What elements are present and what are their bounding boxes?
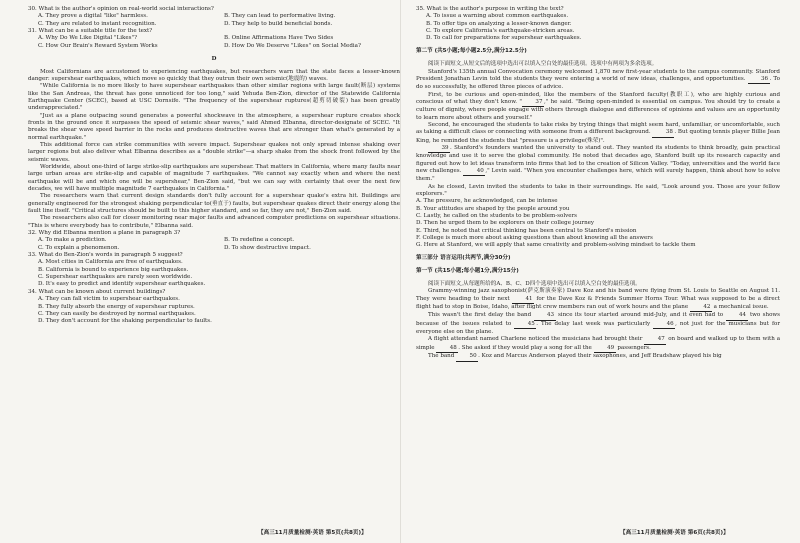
question-32-options bbox=[28, 237, 400, 252]
left-column bbox=[28, 6, 400, 326]
section-1-title: 第一节 (共15小题;每小题1分,满分15分) bbox=[416, 268, 519, 275]
paragraph: The researchers warn that current design standards don't fully account for a supershear quake's extra hit. Buildings are generally engineered for the strongest shaking perpendicular to(垂直于) faults, but supershear quakes direct their energy along the fault line itself. "Critical structures should be built to this higher standard, and so far, they are not," Ben-Zion said. bbox=[28, 193, 400, 215]
blank-45: 45 bbox=[514, 321, 536, 329]
cloze-paragraph bbox=[416, 122, 780, 145]
cloze-option: C. Lastly, he called on the students to be problem-solvers bbox=[416, 213, 578, 220]
text: a mechanical issue. bbox=[713, 304, 769, 311]
blank-37: 37 bbox=[522, 99, 544, 107]
blank-36: 36 bbox=[748, 76, 770, 84]
question-34: 34. What can be known about current buildings? bbox=[28, 288, 166, 295]
text: The band bbox=[428, 353, 455, 360]
option: D. To call for preparations for supershear earthquakes. bbox=[426, 35, 582, 42]
cloze-paragraph bbox=[416, 145, 780, 184]
blank-44: 44 bbox=[726, 312, 748, 320]
cloze-paragraph bbox=[416, 92, 780, 122]
text: for the Dave Koz & Friends Summer Horns Tour. What was supposed to be a direct flight had to stop in Boise, Idaho, after flight crew members ran out of work hours and the plane bbox=[416, 295, 781, 311]
blank-39: 39 bbox=[428, 145, 450, 153]
blank-43: 43 bbox=[534, 312, 556, 320]
blank-40: 40 bbox=[463, 168, 485, 176]
option: A. To issue a warning about common earthquakes. bbox=[426, 13, 569, 20]
text: This wasn't the first delay the band bbox=[428, 312, 532, 319]
story-paragraph bbox=[416, 288, 780, 312]
text: . She asked if they would play a song for all the bbox=[458, 344, 592, 351]
section-2-title: 第二节 (共5小题;每小题2.5分,满分12.5分) bbox=[416, 48, 527, 55]
story-paragraph bbox=[416, 353, 780, 361]
option: C. Supershear earthquakes are rarely seen worldwide. bbox=[38, 274, 193, 281]
text: . Koz and Marcus Anderson played their saxophones, and Jeff Bradshaw played his big bbox=[478, 353, 722, 360]
text: . But quoting tennis player Billie Jean King, he reminded the students that "pressure is a privilege(殊荣)". bbox=[416, 129, 780, 144]
cloze-option: B. Your attitudes are shaped by the people around you bbox=[416, 205, 570, 212]
blank-38: 38 bbox=[652, 129, 674, 137]
text: passengers. bbox=[617, 344, 651, 351]
passage-label: D bbox=[211, 55, 217, 62]
column-divider bbox=[400, 0, 401, 543]
text: . The delay last week was particularly bbox=[536, 320, 651, 327]
option: A. They prove a digital "like" harmless. bbox=[38, 13, 148, 20]
option: C. To explain a phenomenon. bbox=[38, 244, 120, 251]
option: D. It's easy to predict and identify supershear earthquakes. bbox=[38, 281, 206, 288]
question-32: 32. Why did Elbanna mention a plane in paragraph 3? bbox=[28, 230, 181, 237]
question-33: 33. What do Ben-Zion's words in paragraph 5 suggest? bbox=[28, 252, 183, 259]
section-2-instructions: 阅读下面短文,从短文后的选项中选出可以填入空白处的最佳选项。选项中有两项为多余选项。 bbox=[428, 61, 658, 68]
right-column bbox=[416, 6, 780, 362]
text: since its tour started around mid-July, and it even had to bbox=[557, 312, 724, 319]
section-1-instructions: 阅读下面短文,从每题所给的A、B、C、D四个选项中选出可以填入空白处的最佳选项。 bbox=[428, 281, 641, 288]
question-30-options bbox=[28, 13, 400, 28]
cloze-option: F. College is much more about asking questions than about knowing all the answers bbox=[416, 235, 653, 242]
cloze-paragraph: As he closed, Levin invited the students to take in their surroundings. He said, "Look around you. Those are your fellow explorers." bbox=[416, 183, 780, 197]
cloze-option: A. The pressure, he acknowledged, can be intense bbox=[416, 198, 558, 205]
blank-41: 41 bbox=[512, 296, 534, 304]
text: Stanford's 135th annual Convocation ceremony welcomed 1,870 new first-year students to the campus community. Stanford President Jonathan Levin told the students they were entering a world of new ideas, challenges, and opportunities. bbox=[416, 68, 780, 82]
text: two shows because of the issues related to bbox=[416, 312, 781, 327]
option: C. They can easily be destroyed by normal earthquakes. bbox=[38, 310, 196, 317]
paragraph: The researchers also call for closer monitoring near major faults and advanced computer predictions on supershear situations. "This is where everybody has to contribute," Elbanna said. bbox=[28, 215, 400, 229]
text: Second, he encouraged the students to take risks by trying things that might seem hard, unfamiliar, or uncomfortable, such as taking a difficult class or connecting with someone from a different background. bbox=[416, 121, 780, 136]
option: B. Online Affirmations Have Two Sides bbox=[224, 35, 334, 42]
cloze-option: D. Then he urged them to be explorers on their college journey bbox=[416, 220, 595, 227]
option: C. They are related to instant recognition. bbox=[38, 20, 157, 27]
option: D. To show destructive impact. bbox=[224, 244, 311, 251]
paragraph: "While California is no more likely to have supershear earthquakes than other similar regions with large fault(断层) systems like the San Andreas, the threat has gone unnoticed for too long," said Yehuda Ben-Zion, director of the Statewide California Earthquake Center (SCEC), based at USC Dornsife. "The frequency of the supershear ruptures(超剪切破裂) has been greatly underappreciated." bbox=[28, 83, 400, 112]
option: B. California is bound to experience big earthquakes. bbox=[38, 266, 189, 273]
option: C. How Our Brain's Reward System Works bbox=[38, 42, 158, 49]
paragraph: Most Californians are accustomed to experiencing earthquakes, but researchers warn that the state faces a lesser-known danger: supershear earthquakes, which move so quickly that they outrun their own seismic(地震的) waves. bbox=[28, 68, 400, 82]
text: Grammy-winning jazz saxophonist(萨克斯演奏家) Dave Koz and his band were flying from St. Louis to Seattle on August 11. They were heading to their next bbox=[416, 288, 780, 302]
option: B. They can lead to performative living. bbox=[224, 13, 336, 20]
question-31-options bbox=[28, 35, 400, 50]
cloze-option: G. Here at Stanford, we will apply that same creativity and problem-solving mindset to tackle them bbox=[416, 242, 696, 249]
paragraph: Worldwide, about one-third of large strike-slip earthquakes are supershear. That matters in California, where many faults near large urban areas are strike-slip and capable of magnitude 7 earthquakes. "We cannot say exactly when and where the next earthquake will be and which one will be supershear," Ben-Zion said, "but we can say with certainty that over the next few decades, we will have multiple magnitude 7 earthquakes in California." bbox=[28, 163, 400, 192]
option: D. They help to build beneficial bonds. bbox=[224, 20, 333, 27]
blank-46: 46 bbox=[653, 321, 675, 329]
blank-50: 50 bbox=[456, 353, 478, 361]
option: A. Most cities in California are free of earthquakes. bbox=[38, 259, 183, 266]
option: A. Why Do We Like Digital "Likes"? bbox=[38, 35, 138, 42]
option: A. They can fall victim to supershear earthquakes. bbox=[38, 296, 180, 303]
paragraph: "Just as a plane outpacing sound generates a powerful shockwave in the atmosphere, a supershear rupture creates shock fronts in the ground once it surpasses the speed of seismic shear waves," said Ahmed Elbanna, director-designate of SCEC. "It breaks the shear wave speed barrier in the rocks and produces destructive waves that are stronger than what's generated by a normal earthquake." bbox=[28, 112, 400, 141]
text: . Stanford's founders wanted the university to stand out. They wanted its students to think broadly, gain practical knowledge and use it to serve the global community. He noted that decades ago, Stanford built up its research capacity and figured out how to let ideas transform into firms that led to the creation of Silicon Valley. "Today, universities and the world face new challenges. bbox=[416, 144, 780, 174]
text: on board and walked up to them with a simple bbox=[416, 336, 780, 351]
blank-47: 47 bbox=[644, 336, 666, 344]
page-footer-right: 【高三11月质量检测·英语 第6页(共8页)】 bbox=[620, 530, 729, 536]
option: B. To redefine a concept. bbox=[224, 237, 295, 244]
paragraph: This additional force can strike communities with severe impact. Supershear quakes not only spread intense shaking over larger regions but also deliver what Elbanna describes as a "double strike"—a sharp shake from the shock front followed by the seismic waves. bbox=[28, 141, 400, 163]
blank-49: 49 bbox=[594, 345, 616, 353]
option: D. They don't account for the shaking perpendicular to faults. bbox=[38, 318, 212, 325]
cloze-option: E. Third, he noted that critical thinking has been central to Stanford's mission bbox=[416, 227, 637, 234]
option: B. To offer tips on analyzing a lesser-known danger. bbox=[426, 20, 572, 27]
text: To do so successfully, he offered three pieces of advice. bbox=[416, 75, 780, 91]
question-31: 31. What can be a suitable title for the text? bbox=[28, 28, 153, 35]
text: , not just for the musicians but for everyone else on the plane. bbox=[416, 320, 780, 336]
option: D. How Do We Deserve "Likes" on Social Media? bbox=[224, 42, 361, 49]
text: First, to be curious and open-minded, like the members of the Stanford faculty(教职工), who are highly curious and conscious of what they don't know. " bbox=[416, 91, 780, 105]
option: B. They fully absorb the energy of supershear ruptures. bbox=[38, 303, 195, 310]
text: ," he said. "Being open-minded is essential on campus. You should try to create a culture of dignity, where people engage with others through dialogue and differences of opinions and values are an opportunity to learn more about others and yourself." bbox=[416, 98, 780, 121]
option: C. To explore California's earthquake-stricken areas. bbox=[426, 28, 575, 35]
question-30: 30. What is the author's opinion on real-world social interactions? bbox=[28, 6, 214, 12]
text: A flight attendant named Charlene noticed the musicians had brought their bbox=[428, 336, 643, 343]
option: A. To make a prediction. bbox=[38, 237, 107, 244]
story-paragraph bbox=[416, 312, 780, 336]
story-paragraph bbox=[416, 336, 780, 353]
text: ," Levin said. "When you encounter challenges here, which will surely happen, think about how to solve them." bbox=[416, 167, 780, 183]
cloze-paragraph: Stanford's 135th annual Convocation ceremony welcomed 1,870 new first-year students to the campus community. Stanford President Jonathan Levin told the students they were entering a world of new ideas, challenges, and opportunities. 36. To do so successfully, he offered three pieces of advice. bbox=[416, 68, 780, 91]
part-3-title: 第三部分 语言运用(共两节,满分30分) bbox=[416, 255, 511, 262]
question-35: 35. What is the author's purpose in writing the text? bbox=[416, 6, 564, 12]
page-footer-left: 【高三11月质量检测·英语 第5页(共8页)】 bbox=[258, 530, 367, 536]
blank-48: 48 bbox=[436, 345, 458, 353]
blank-42: 42 bbox=[690, 304, 712, 312]
